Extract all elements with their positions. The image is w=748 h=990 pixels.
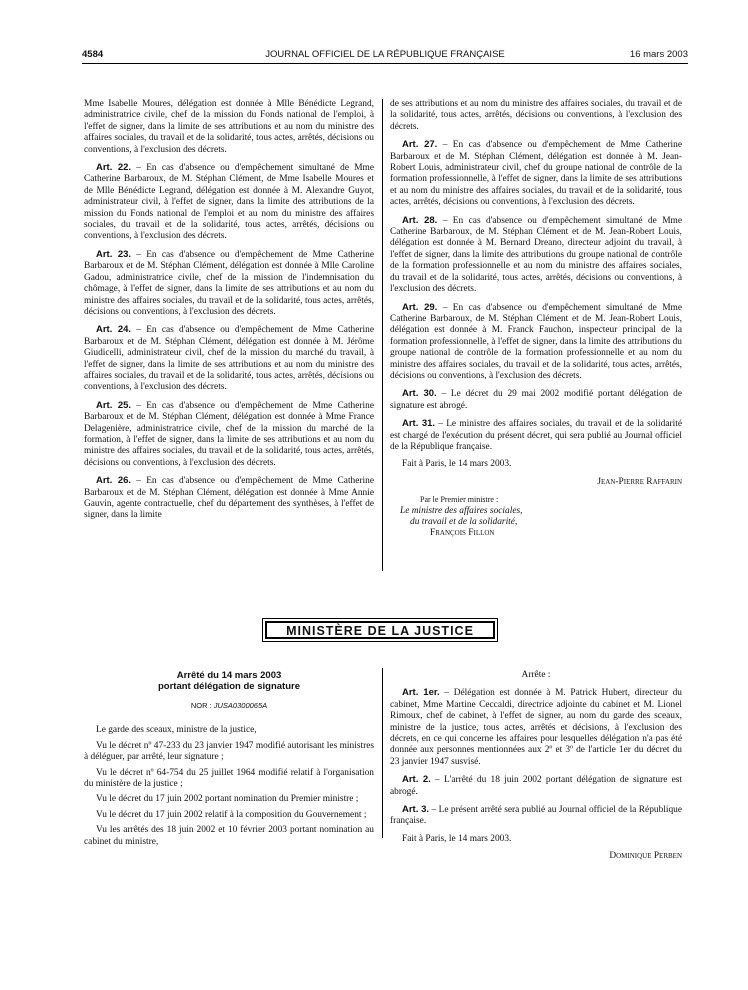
column-divider-upper	[382, 99, 383, 571]
arrete-article-1: Art. 1er. – Délégation est donnée à M. Patrick Hubert, directeur du cabinet, Mme Martine Ceccaldi, directrice adjointe du cabinet et M. Lionel Rimoux, chef de cabinet, à l'effet de signer, au nom du garde des sceaux, ministre de la justice, tous actes, arrêtés et décisions, à l'exclusion des décrets, en ce qui concerne les affaires pour lesquelles délégation n'a pas été donnée aux personnes mentionnées aux 2º et 3º de l'article 1er du décret du 23 janvier 1947 susvisé.	[390, 687, 682, 767]
visa-0: Le garde des sceaux, ministre de la justice,	[96, 725, 257, 736]
article-23: Art. 23. – En cas d'absence ou d'empêchement de Mme Catherine Barbaroux et de M. Stéphan Clément, délégation est donnée à Mlle Caroline Gadou, administratrice civile, chef de la mission de l'indemnisation du chômage, à l'effet de signer, dans la limite de ses attributions et au nom du ministre des affaires sociales, du travail et de la solidarité, tous actes, arrêtés, décisions ou conventions, à l'exclusion des décrets.	[84, 248, 374, 317]
left-column	[84, 99, 374, 528]
visa-2: Vu le décret nº 64-754 du 25 juillet 1964 modifié relatif à l'organisation du ministère de la justice ;	[84, 767, 374, 790]
arrete-word: Arrête :	[521, 670, 551, 680]
visa-1: Vu le décret nº 47-233 du 23 janvier 1947 modifié autorisant les ministres à déléguer, par arrêté, leur signature ;	[84, 740, 374, 763]
right-column	[390, 99, 682, 540]
continuation-paragraph: Mme Isabelle Moures, délégation est donnée à Mlle Bénédicte Legrand, administratrice civile, chef de la mission du Fonds national de l'emploi, à l'effet de signer, dans la limite de ses attributions et au nom du ministre des affaires sociales, du travail et de la solidarité, tous actes, arrêtés, décisions ou conventions, à l'exclusion des décrets.	[84, 99, 374, 155]
article-29: Art. 29. – En cas d'absence ou d'empêchement simultané de Mme Catherine Barbaroux, de M. Stéphan Clément et de M. Jean-Robert Louis, délégation est donnée à M. Franck Fauchon, inspecteur principal de la formation professionnelle, à l'effet de signer, dans la limite des attributions du groupe national de contrôle de la formation professionnelle et au nom du ministre des affaires sociales, du travail et de la solidarité, tous actes, arrêtés, décisions ou conventions, à l'exclusion des décrets.	[390, 301, 682, 381]
arrete-article-3: Art. 3. – Le présent arrêté sera publié au Journal officiel de la République française.	[390, 804, 682, 827]
visa-3: Vu le décret du 17 juin 2002 portant nomination du Premier ministre ;	[96, 794, 359, 805]
visa-5: Vu les arrêtés des 18 juin 2002 et 10 février 2003 portant nomination au cabinet du ministre,	[84, 825, 374, 847]
issue-date: 16 mars 2003	[629, 49, 688, 60]
article-24: Art. 24. – En cas d'absence ou d'empêchement de Mme Catherine Barbaroux et de M. Stéphan Clément, délégation est donnée à M. Jérôme Giudicelli, administrateur civil, chef de la mission du marché du travail, à l'effet de signer, dans la limite de ses attributions et au nom du ministre des affaires sociales, du travail et de la solidarité, tous actes, arrêtés, décisions ou conventions, à l'exclusion des décrets.	[84, 324, 374, 393]
article-27: Art. 27. – En cas d'absence ou d'empêchement de Mme Catherine Barbaroux et de M. Stéphan Clément, délégation est donnée à M. Jean-Robert Louis, administrateur civil, chef du groupe national de contrôle de la formation professionnelle, à l'effet de signer, dans la limite de ses attributions et au nom du ministre des affaires sociales, du travail et de la solidarité, tous actes, arrêtés, décisions ou conventions, à l'exclusion des décrets.	[390, 139, 682, 208]
signatory: Jean-Pierre Raffarin	[597, 476, 682, 487]
column-divider-lower	[382, 668, 383, 838]
journal-title: JOURNAL OFFICIEL DE LA RÉPUBLIQUE FRANÇAISE	[265, 49, 505, 60]
continuation-paragraph-right: de ses attributions et au nom du ministre des affaires sociales, du travail et de la solidarité, tous actes, arrêtés, décisions ou conventions, à l'exclusion des décrets.	[390, 99, 682, 132]
arrete-title-line2: portant délégation de signature	[158, 681, 300, 692]
arrete-right-column	[390, 670, 682, 863]
article-31: Art. 31. – Le ministre des affaires sociales, du travail et de la solidarité est chargé de l'exécution du présent décret, qui sera publié au Journal officiel de la République française.	[390, 418, 682, 452]
article-25: Art. 25. – En cas d'absence ou d'empêchement de Mme Catherine Barbaroux et de M. Stéphan Clément, délégation est donnée à Mme France Delagenière, administratrice civile, chef de la mission du marché de la formation, à l'effet de signer, dans la limite de ses attributions et au nom du ministre des affaires sociales, du travail et de la solidarité, tous actes, arrêtés, décisions ou conventions, à l'exclusion des décrets.	[84, 399, 374, 468]
article-26: Art. 26. – En cas d'absence ou d'empêchement de Mme Catherine Barbaroux et de M. Stéphan Clément, délégation est donnée à Mme Annie Gauvin, agente contractuelle, chef du département des synthèses, à l'effet de signer, dans la limite	[84, 475, 374, 521]
visa-4: Vu le décret du 17 juin 2002 relatif à la composition du Gouvernement ;	[96, 809, 367, 820]
arrete-article-2: Art. 2. – L'arrêté du 18 juin 2002 portant délégation de signature est abrogé.	[390, 774, 682, 797]
minister-name: François Fillon	[430, 528, 495, 539]
page-header	[82, 47, 688, 63]
nor-reference: NOR : JUSA0300065A	[190, 701, 268, 710]
by-prime-minister: Par le Premier ministre :	[420, 495, 499, 505]
header-rule	[82, 63, 688, 64]
arrete-signatory: Dominique Perben	[609, 851, 682, 862]
article-28: Art. 28. – En cas d'absence ou d'empêchement simultané de Mme Catherine Barbaroux, de M. Stéphan Clément et de M. Jean-Robert Louis, délégation est donnée à M. Bernard Dreano, directeur adjoint du travail, à l'effet de signer, dans la limite des attributions du groupe national de contrôle de la formation professionnelle et au nom du ministre des affaires sociales, du travail et de la solidarité, tous actes, arrêtés, décisions ou conventions, à l'exclusion des décrets.	[390, 214, 682, 295]
page-number: 4584	[82, 49, 104, 60]
minister-title-line2: du travail et de la solidarité,	[410, 517, 518, 527]
article-30: Art. 30. – Le décret du 29 mai 2002 modifié portant délégation de signature est abrogé.	[390, 388, 682, 411]
arrete-done-at: Fait à Paris, le 14 mars 2003.	[402, 833, 512, 844]
arrete-left-column	[84, 670, 374, 852]
article-22: Art. 22. – En cas d'absence ou d'empêchement simultané de Mme Catherine Barbaroux, de M. Stéphan Clément, de Mme Isabelle Moures et de Mlle Bénédicte Legrand, délégation est donnée à M. Alexandre Guyot, administrateur civil, à l'effet de signer, dans la limite des attributions de la mission du Fonds national de l'emploi et au nom du ministre des affaires sociales, du travail et de la solidarité, tous actes, arrêtés, décisions ou conventions, à l'exclusion des décrets.	[84, 162, 374, 242]
done-at: Fait à Paris, le 14 mars 2003.	[402, 459, 512, 470]
minister-title-line1: Le ministre des affaires sociales,	[400, 505, 523, 516]
arrete-title-line1: Arrêté du 14 mars 2003	[176, 670, 282, 681]
ministry-banner: MINISTÈRE DE LA JUSTICE	[262, 618, 498, 642]
